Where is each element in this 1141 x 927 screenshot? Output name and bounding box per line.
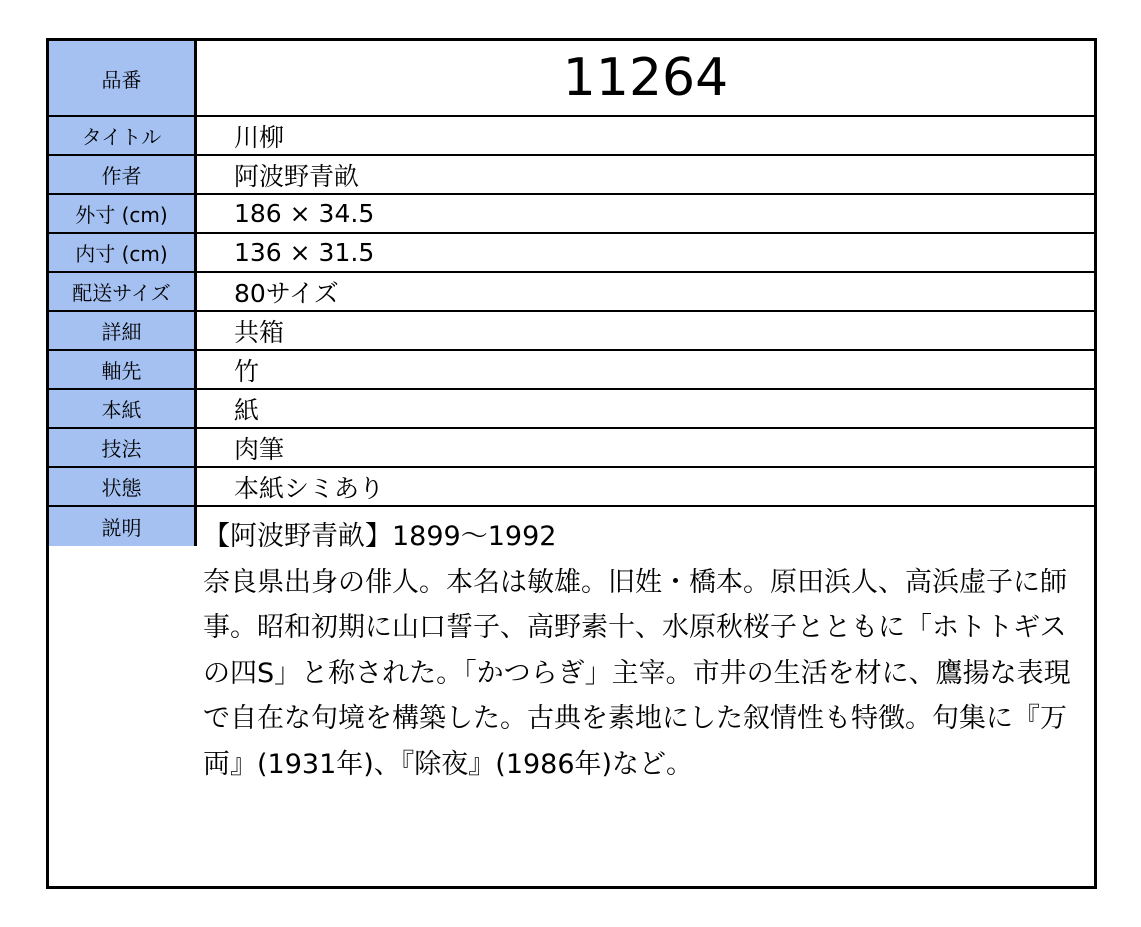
inner-size-value: 136 × 31.5 <box>197 234 1094 273</box>
description-heading: 【阿波野青畝】1899〜1992 <box>203 521 557 552</box>
title-label: タイトル <box>49 117 197 156</box>
details-value: 共箱 <box>197 312 1094 351</box>
outer-size-value: 186 × 34.5 <box>197 195 1094 234</box>
technique-label: 技法 <box>49 429 197 468</box>
roller-ends-label: 軸先 <box>49 351 197 390</box>
outer-size-label: 外寸 (cm) <box>49 195 197 234</box>
paper-value: 紙 <box>197 390 1094 429</box>
roller-ends-value: 竹 <box>197 351 1094 390</box>
item-number-label: 品番 <box>49 41 197 117</box>
paper-label: 本紙 <box>49 390 197 429</box>
description-body: 奈良県出身の俳人。本名は敏雄。旧姓・橋本。原田浜人、高浜虚子に師事。昭和初期に山口誓子、高野素十、水原秋桜子とともに「ホトトギスの四S」と称された。「かつらぎ」主宰。市井の生活を材に、鷹揚な表現で自在な句境を構築した。古典を素地にした叙情性も特徴。句集に『万両』(1931年)、『除夜』(1986年)など。 <box>203 566 1071 780</box>
condition-label: 状態 <box>49 468 197 507</box>
item-number-value: 11264 <box>197 41 1094 117</box>
author-value: 阿波野青畝 <box>197 156 1094 195</box>
inner-size-label: 内寸 (cm) <box>49 234 197 273</box>
shipping-size-label: 配送サイズ <box>49 273 197 312</box>
condition-value: 本紙シミあり <box>197 468 1094 507</box>
description-value <box>197 507 1094 780</box>
description-label: 説明 <box>49 507 197 546</box>
shipping-size-value: 80サイズ <box>197 273 1094 312</box>
product-info-table <box>46 38 1097 889</box>
technique-value: 肉筆 <box>197 429 1094 468</box>
details-label: 詳細 <box>49 312 197 351</box>
author-label: 作者 <box>49 156 197 195</box>
title-value: 川柳 <box>197 117 1094 156</box>
